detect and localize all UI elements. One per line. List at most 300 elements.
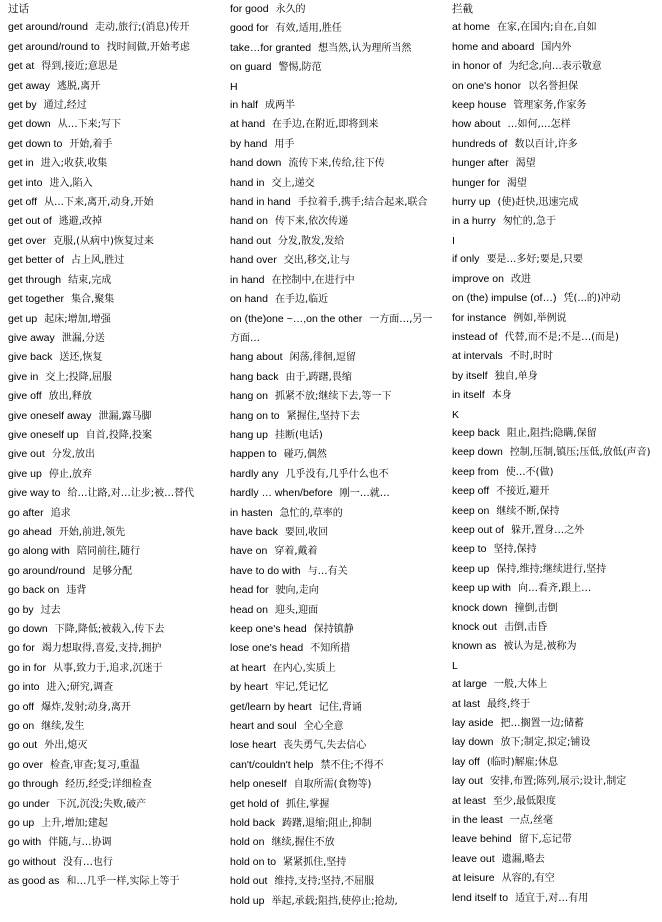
dictionary-entry bbox=[452, 540, 656, 559]
dictionary-entry bbox=[452, 811, 656, 830]
column-2 bbox=[230, 0, 435, 911]
entry-definition: 给…让路,对…让步;被…替代 bbox=[67, 488, 195, 500]
entry-phrase: hang on to bbox=[230, 409, 280, 422]
entry-definition: 在手边,在附近,即将到来 bbox=[272, 119, 379, 131]
entry-definition: 放出,释放 bbox=[48, 391, 92, 403]
dictionary-entry bbox=[452, 772, 656, 791]
entry-phrase: get at bbox=[8, 60, 35, 73]
entry-definition: 一方面…,另一方面… bbox=[230, 313, 433, 344]
entry-definition: 要回,收回 bbox=[284, 526, 329, 538]
dictionary-entry bbox=[8, 310, 216, 329]
dictionary-entry bbox=[230, 154, 435, 173]
entry-definition: 控制,压制,镇压;压低,放低(声音) bbox=[509, 447, 651, 459]
entry-definition: 没有…也行 bbox=[62, 856, 113, 868]
entry-phrase: give oneself up bbox=[8, 428, 79, 441]
entry-phrase: lose heart bbox=[230, 739, 277, 752]
column-3 bbox=[452, 0, 656, 908]
entry-phrase: hardly any bbox=[230, 467, 279, 480]
dictionary-entry bbox=[8, 542, 216, 561]
entry-definition: 继续,发生 bbox=[41, 721, 85, 733]
entry-definition: 逃脱,离开 bbox=[57, 80, 101, 92]
entry-definition: 停止,放弃 bbox=[48, 468, 93, 480]
dictionary-entry bbox=[452, 733, 656, 752]
dictionary-entry bbox=[452, 889, 656, 908]
dictionary-entry bbox=[8, 154, 216, 173]
dictionary-entry bbox=[8, 523, 216, 542]
entry-phrase: give out bbox=[8, 448, 45, 461]
entry-definition: 坚持,保持 bbox=[493, 544, 537, 556]
entry-definition: 开始,着手 bbox=[69, 138, 113, 150]
dictionary-entry bbox=[230, 484, 435, 503]
entry-phrase: hold up bbox=[230, 894, 265, 907]
entry-definition: 击倒,击昏 bbox=[503, 622, 548, 633]
entry-phrase: hand in bbox=[230, 176, 265, 189]
entry-definition: 交出,移交,让与 bbox=[283, 255, 351, 267]
entry-phrase: get around/round to bbox=[8, 40, 100, 53]
dictionary-entry bbox=[230, 0, 435, 19]
dictionary-entry bbox=[230, 445, 435, 464]
entry-phrase: get away bbox=[8, 79, 51, 92]
entry-definition: 继续不断,保持 bbox=[496, 505, 560, 517]
entry-phrase: by hand bbox=[230, 137, 268, 150]
dictionary-entry bbox=[8, 853, 216, 872]
dictionary-entry bbox=[8, 348, 216, 367]
entry-phrase: at leisure bbox=[452, 872, 495, 885]
entry-phrase: go around/round bbox=[8, 564, 86, 577]
entry-definition: 下降,降低;被载入,传下去 bbox=[54, 624, 165, 635]
entry-phrase: at intervals bbox=[452, 350, 503, 363]
entry-definition: 最终,终于 bbox=[487, 698, 531, 710]
entry-definition: 至少,最低限度 bbox=[492, 795, 557, 807]
entry-phrase: hang about bbox=[230, 351, 283, 364]
entry-definition: 交上,递交 bbox=[271, 177, 315, 189]
dictionary-entry bbox=[230, 639, 435, 658]
entry-definition: 传下来,依次传递 bbox=[274, 216, 349, 228]
dictionary-entry bbox=[230, 96, 435, 115]
entry-definition: 起床;增加,增强 bbox=[44, 313, 111, 325]
entry-phrase: go on bbox=[8, 720, 35, 733]
entry-phrase: get down to bbox=[8, 137, 63, 150]
entry-definition: 要是…多好;要是,只要 bbox=[486, 254, 583, 266]
entry-definition: 挂断(电话) bbox=[274, 429, 323, 441]
entry-definition: 独自,单身 bbox=[494, 370, 538, 382]
entry-phrase: in itself bbox=[452, 389, 485, 402]
entry-phrase: on one's honor bbox=[452, 79, 522, 92]
entry-definition: 找时间做,开始考虑 bbox=[106, 41, 190, 53]
entry-definition: 一般,大体上 bbox=[494, 679, 548, 691]
entry-phrase: keep off bbox=[452, 485, 490, 498]
entry-definition: 禁不住;不得不 bbox=[320, 759, 384, 771]
dictionary-entry bbox=[230, 601, 435, 620]
dictionary-entry bbox=[452, 753, 656, 772]
entry-definition: 想当然,认为理所当然 bbox=[318, 42, 412, 54]
entry-phrase: get up bbox=[8, 312, 38, 325]
entry-definition: 不时,时时 bbox=[509, 351, 553, 363]
entry-phrase: lay down bbox=[452, 736, 494, 749]
entry-definition: 阻止,阻挡;隐瞒,保留 bbox=[506, 427, 597, 439]
entry-definition: 向…看齐,跟上… bbox=[517, 583, 592, 595]
entry-definition: 国内外 bbox=[541, 41, 572, 53]
dictionary-entry bbox=[8, 659, 216, 678]
entry-phrase: lend itself to bbox=[452, 891, 509, 904]
entry-phrase: on (the) impulse (of…) bbox=[452, 292, 557, 305]
entry-phrase: hold on bbox=[230, 836, 265, 849]
entry-phrase: in a hurry bbox=[452, 215, 496, 228]
entry-phrase: hand in hand bbox=[230, 196, 291, 209]
dictionary-entry bbox=[230, 717, 435, 736]
dictionary-entry bbox=[452, 193, 656, 212]
entry-definition: 有效,适用,胜任 bbox=[275, 23, 342, 35]
dictionary-entry bbox=[8, 271, 216, 290]
entry-phrase: in half bbox=[230, 99, 259, 112]
dictionary-entry bbox=[8, 756, 216, 775]
entry-phrase: hand out bbox=[230, 234, 271, 247]
entry-phrase: give in bbox=[8, 370, 39, 383]
entry-phrase: have on bbox=[230, 545, 268, 558]
entry-phrase: go by bbox=[8, 603, 34, 616]
entry-definition: 以名誉担保 bbox=[528, 80, 579, 92]
entry-definition: 从容的,有空 bbox=[501, 873, 555, 885]
dictionary-entry bbox=[230, 39, 435, 58]
dictionary-entry bbox=[8, 795, 216, 814]
dictionary-entry bbox=[452, 579, 656, 598]
entry-definition: 躲开,置身…之外 bbox=[510, 524, 585, 536]
entry-definition: 踌躇,退缩;阻止,抑制 bbox=[281, 818, 372, 830]
entry-definition: 和…几乎一样,实际上等于 bbox=[66, 876, 180, 888]
dictionary-entry bbox=[8, 639, 216, 658]
dictionary-entry bbox=[452, 482, 656, 501]
continued-text: 拦截 bbox=[452, 3, 473, 15]
entry-phrase: get around/round bbox=[8, 21, 88, 34]
entry-phrase: give oneself away bbox=[8, 409, 92, 422]
entry-definition: 用手 bbox=[274, 138, 295, 150]
entry-definition: 成两半 bbox=[265, 100, 296, 112]
entry-definition: 泄漏,分送 bbox=[61, 332, 105, 344]
dictionary-entry bbox=[452, 599, 656, 618]
letter-heading: H bbox=[230, 80, 238, 93]
entry-definition: 继续,握住不放 bbox=[271, 837, 335, 849]
dictionary-entry bbox=[230, 348, 435, 367]
entry-definition: 记住,背诵 bbox=[318, 701, 362, 713]
entry-definition: 例如,举例说 bbox=[513, 312, 567, 324]
entry-phrase: can't/couldn't help bbox=[230, 758, 314, 771]
entry-phrase: at large bbox=[452, 678, 488, 691]
entry-phrase: give off bbox=[8, 390, 42, 403]
entry-definition: (临时)解雇;休息 bbox=[486, 756, 558, 768]
dictionary-entry bbox=[8, 193, 216, 212]
entry-phrase: get by bbox=[8, 99, 37, 112]
dictionary-entry bbox=[230, 135, 435, 154]
entry-definition: 结束,完成 bbox=[68, 274, 112, 286]
dictionary-entry bbox=[230, 814, 435, 833]
continued-text: 过话 bbox=[8, 3, 29, 15]
entry-definition: 由于,踌躇,畏缩 bbox=[285, 371, 352, 383]
entry-phrase: hold back bbox=[230, 817, 275, 830]
dictionary-entry bbox=[452, 792, 656, 811]
entry-phrase: hand down bbox=[230, 157, 282, 170]
entry-definition: 通过,经过 bbox=[43, 100, 87, 112]
entry-phrase: keep to bbox=[452, 543, 487, 556]
entry-definition: 泄漏,露马脚 bbox=[98, 410, 152, 422]
entry-phrase: keep up bbox=[452, 562, 490, 575]
entry-phrase: hundreds of bbox=[452, 137, 508, 150]
entry-definition: 集合,聚集 bbox=[71, 294, 115, 306]
dictionary-entry bbox=[452, 154, 656, 173]
entry-definition: 本身 bbox=[491, 390, 512, 402]
entry-definition: 数以百计,许多 bbox=[514, 138, 578, 150]
entry-definition: 紧握住,坚持下去 bbox=[286, 410, 360, 422]
entry-phrase: hang up bbox=[230, 428, 268, 441]
entry-phrase: get over bbox=[8, 234, 46, 247]
entry-phrase: give away bbox=[8, 331, 55, 344]
dictionary-entry bbox=[452, 830, 656, 849]
dictionary-entry bbox=[452, 38, 656, 57]
entry-phrase: in hasten bbox=[230, 506, 273, 519]
entry-phrase: on guard bbox=[230, 61, 272, 74]
entry-definition: 自取所需(食物等) bbox=[293, 779, 372, 791]
entry-definition: 抓住,掌握 bbox=[286, 798, 330, 810]
entry-definition: 进入;研究,调查 bbox=[46, 682, 114, 694]
entry-definition: 分发,放出 bbox=[51, 449, 95, 461]
entry-phrase: how about bbox=[452, 118, 501, 131]
entry-definition: 走动,旅行;(消息)传开 bbox=[94, 22, 190, 34]
dictionary-entry bbox=[230, 465, 435, 484]
dictionary-entry bbox=[230, 368, 435, 387]
entry-phrase: go through bbox=[8, 778, 59, 791]
entry-definition: 在内心,实质上 bbox=[272, 662, 336, 674]
dictionary-entry bbox=[452, 135, 656, 154]
entry-definition: 为纪念,向…表示敬意 bbox=[508, 61, 602, 73]
entry-phrase: keep back bbox=[452, 426, 500, 439]
dictionary-entry bbox=[8, 736, 216, 755]
entry-definition: 抓紧不放;继续下去,等一下 bbox=[274, 391, 392, 403]
dictionary-entry bbox=[8, 678, 216, 697]
dictionary-entry bbox=[8, 484, 216, 503]
entry-phrase: by heart bbox=[230, 681, 268, 694]
entry-phrase: in hand bbox=[230, 273, 265, 286]
entry-phrase: at least bbox=[452, 794, 486, 807]
entry-definition: 爆炸,发射;动身,离开 bbox=[41, 701, 131, 713]
entry-definition: 自首,投降,投案 bbox=[85, 429, 152, 441]
dictionary-entry bbox=[452, 250, 656, 269]
entry-definition: 急忙的,草率的 bbox=[279, 507, 343, 519]
dictionary-entry bbox=[452, 18, 656, 37]
entry-definition: 竭力想取得,喜爱,支持,拥护 bbox=[41, 643, 162, 655]
dictionary-entry bbox=[8, 251, 216, 270]
entry-phrase: leave out bbox=[452, 852, 495, 865]
entry-definition: 把…搁置一边;储蓄 bbox=[500, 718, 584, 730]
dictionary-entry bbox=[452, 675, 656, 694]
entry-phrase: go over bbox=[8, 758, 44, 771]
entry-definition: 安排,布置;陈列,展示;设计,制定 bbox=[489, 776, 627, 788]
dictionary-entry bbox=[452, 57, 656, 76]
dictionary-entry bbox=[230, 193, 435, 212]
entry-definition: 维持,支持;坚持,不屈服 bbox=[274, 876, 375, 888]
dictionary-entry bbox=[8, 387, 216, 406]
entry-phrase: go into bbox=[8, 681, 40, 694]
dictionary-entry bbox=[230, 542, 435, 561]
entry-definition: 上升,增加;建起 bbox=[41, 818, 108, 830]
entry-definition: 追求 bbox=[50, 507, 71, 519]
entry-phrase: on (the)one ~…,on the other bbox=[230, 312, 363, 325]
entry-phrase: hold out bbox=[230, 875, 268, 888]
dictionary-entry bbox=[8, 368, 216, 387]
entry-phrase: happen to bbox=[230, 448, 277, 461]
dictionary-entry bbox=[452, 850, 656, 869]
dictionary-entry bbox=[230, 833, 435, 852]
entry-definition: 几乎没有,几乎什么也不 bbox=[285, 468, 389, 480]
entry-phrase: have to do with bbox=[230, 564, 301, 577]
dictionary-entry bbox=[452, 212, 656, 231]
entry-phrase: take…for granted bbox=[230, 41, 312, 54]
entry-phrase: get down bbox=[8, 118, 51, 131]
dictionary-entry bbox=[230, 19, 435, 38]
dictionary-entry bbox=[230, 698, 435, 717]
entry-definition: 改进 bbox=[510, 273, 531, 285]
entry-phrase: get better of bbox=[8, 254, 65, 267]
entry-definition: 牢记,凭记忆 bbox=[274, 682, 329, 694]
entry-phrase: go for bbox=[8, 642, 35, 655]
entry-definition: 刚一…就… bbox=[339, 488, 390, 500]
entry-phrase: leave behind bbox=[452, 833, 512, 846]
dictionary-entry bbox=[8, 77, 216, 96]
entry-phrase: known as bbox=[452, 640, 497, 653]
entry-phrase: lose one's head bbox=[230, 642, 304, 655]
dictionary-entry bbox=[230, 736, 435, 755]
dictionary-entry bbox=[452, 77, 656, 96]
entry-definition: 永久的 bbox=[275, 4, 306, 15]
dictionary-entry bbox=[230, 795, 435, 814]
entry-definition: 紧紧抓住,坚持 bbox=[283, 856, 347, 868]
entry-definition: 占上风,胜过 bbox=[71, 255, 125, 267]
entry-definition: 与…有关 bbox=[307, 565, 348, 577]
dictionary-entry bbox=[230, 853, 435, 872]
dictionary-entry bbox=[452, 560, 656, 579]
dictionary-entry bbox=[230, 775, 435, 794]
dictionary-entry bbox=[230, 115, 435, 134]
entry-definition: 渴望 bbox=[515, 158, 536, 170]
entry-definition: 全心全意 bbox=[303, 721, 344, 733]
dictionary-entry bbox=[452, 637, 656, 656]
dictionary-entry bbox=[8, 601, 216, 620]
dictionary-entry bbox=[230, 212, 435, 231]
entry-phrase: improve on bbox=[452, 272, 504, 285]
dictionary-entry bbox=[230, 271, 435, 290]
entry-definition: 迎头,迎面 bbox=[274, 604, 319, 616]
entry-phrase: go after bbox=[8, 506, 44, 519]
entry-phrase: go out bbox=[8, 739, 38, 752]
entry-phrase: get together bbox=[8, 293, 65, 306]
entry-definition: 过去 bbox=[40, 604, 61, 616]
entry-definition: 不接近,避开 bbox=[496, 486, 550, 498]
dictionary-entry bbox=[230, 58, 435, 77]
dictionary-entry bbox=[452, 386, 656, 405]
entry-phrase: go off bbox=[8, 700, 35, 713]
dictionary-entry bbox=[8, 18, 216, 37]
dictionary-entry bbox=[230, 620, 435, 639]
entry-definition: 从事,致力于,追求,沉迷于 bbox=[52, 662, 163, 674]
entry-phrase: knock out bbox=[452, 621, 497, 633]
dictionary-entry bbox=[8, 717, 216, 736]
entry-definition: 保持镇静 bbox=[313, 624, 354, 635]
entry-phrase: as good as bbox=[8, 875, 60, 888]
entry-definition: 交上;投降,屈服 bbox=[45, 371, 112, 383]
entry-phrase: hold on to bbox=[230, 855, 277, 868]
dictionary-entry bbox=[8, 581, 216, 600]
entry-definition: 放下;制定,拟定;铺设 bbox=[500, 737, 591, 749]
entry-definition: 下沉,沉没;失败,破产 bbox=[56, 798, 147, 810]
entry-definition: 举起,承载;阻挡,使停止;抢劫, bbox=[271, 895, 398, 907]
entry-phrase: give back bbox=[8, 351, 53, 364]
entry-phrase: heart and soul bbox=[230, 720, 297, 733]
entry-definition: 流传下来,传给,往下传 bbox=[288, 158, 385, 170]
entry-phrase: good for bbox=[230, 22, 269, 35]
entry-phrase: get/learn by heart bbox=[230, 700, 312, 713]
entry-phrase: go up bbox=[8, 817, 35, 830]
entry-phrase: in the least bbox=[452, 814, 503, 827]
dictionary-entry bbox=[8, 329, 216, 348]
entry-phrase: hardly … when/before bbox=[230, 487, 333, 500]
dictionary-entry bbox=[8, 698, 216, 717]
entry-definition: 管理家务,作家务 bbox=[513, 100, 587, 112]
entry-definition: 克服,(从病中)恢复过来 bbox=[52, 235, 154, 247]
entry-phrase: keep one's head bbox=[230, 623, 307, 635]
entry-definition: 在控制中,在进行中 bbox=[271, 274, 355, 286]
entry-definition: 手拉着手,携手;结合起来,联合 bbox=[297, 197, 428, 209]
entry-phrase: keep house bbox=[452, 99, 507, 112]
dictionary-entry bbox=[8, 174, 216, 193]
dictionary-entry bbox=[230, 523, 435, 542]
entry-definition: 渴望 bbox=[506, 177, 527, 189]
entry-definition: 逃避,改掉 bbox=[58, 216, 102, 228]
dictionary-entry bbox=[230, 678, 435, 697]
entry-phrase: keep out of bbox=[452, 523, 504, 536]
entry-definition: 一点,丝毫 bbox=[509, 815, 553, 827]
dictionary-entry bbox=[230, 426, 435, 445]
entry-phrase: in honor of bbox=[452, 60, 502, 73]
dictionary-entry bbox=[230, 581, 435, 600]
entry-definition: 驶向,走向 bbox=[275, 585, 319, 597]
dictionary-entry bbox=[8, 814, 216, 833]
entry-phrase: if only bbox=[452, 253, 480, 266]
dictionary-entry bbox=[8, 445, 216, 464]
dictionary-entry bbox=[230, 872, 435, 891]
entry-phrase: go with bbox=[8, 836, 42, 849]
dictionary-entry bbox=[452, 502, 656, 521]
dictionary-entry bbox=[452, 270, 656, 289]
entry-phrase: go ahead bbox=[8, 525, 52, 538]
entry-definition: 进入,陷入 bbox=[49, 177, 93, 189]
entry-definition: 开始,前进,领先 bbox=[58, 526, 126, 538]
entry-phrase: hang back bbox=[230, 370, 279, 383]
entry-definition: 闲荡,徘徊,逗留 bbox=[289, 352, 356, 364]
entry-definition: 从…下来;写下 bbox=[57, 119, 121, 131]
dictionary-entry bbox=[230, 562, 435, 581]
dictionary-entry bbox=[230, 310, 435, 349]
entry-phrase: give way to bbox=[8, 487, 61, 500]
entry-definition: 被认为是,被称为 bbox=[503, 641, 577, 653]
entry-definition: 丧失勇气,失去信心 bbox=[283, 740, 367, 752]
dictionary-entry bbox=[452, 463, 656, 482]
entry-phrase: head on bbox=[230, 603, 268, 616]
dictionary-entry bbox=[452, 618, 656, 637]
dictionary-entry bbox=[452, 714, 656, 733]
dictionary-entry bbox=[452, 521, 656, 540]
dictionary-entry bbox=[452, 96, 656, 115]
entry-definition: 检查,审查;复习,重温 bbox=[50, 759, 140, 771]
dictionary-entry bbox=[230, 504, 435, 523]
dictionary-entry bbox=[8, 562, 216, 581]
